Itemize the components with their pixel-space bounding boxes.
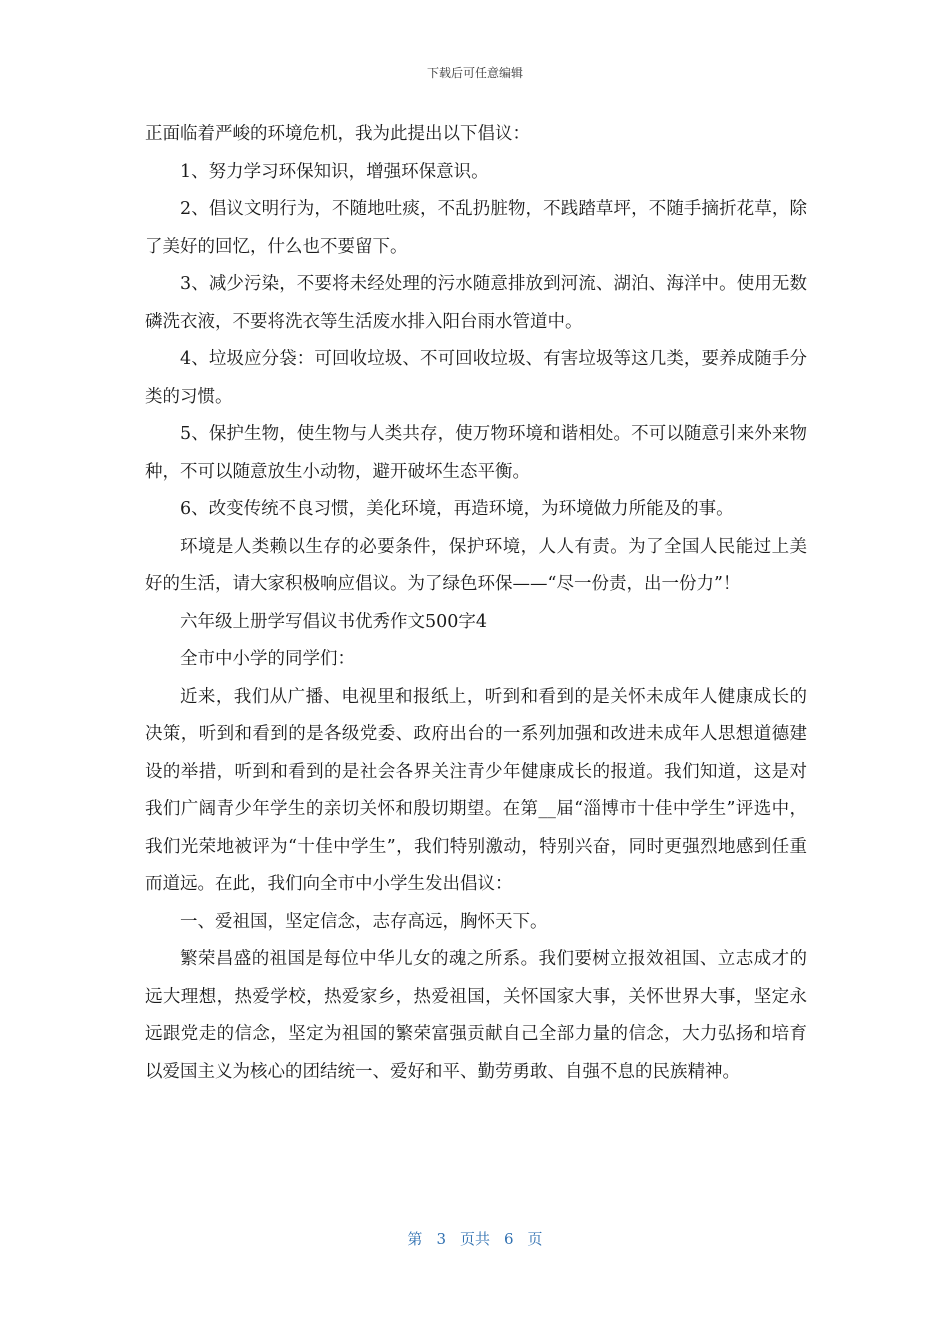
paragraph: 5、保护生物，使生物与人类共存，使万物环境和谐相处。不可以随意引来外来物种，不可以随意放生小动物，避开破坏生态平衡。 bbox=[145, 424, 807, 482]
paragraph: 近来，我们从广播、电视里和报纸上，听到和看到的是关怀未成年人健康成长的决策，听到和看到的是各级党委、政府出台的一系列加强和改进未成年人思想道德建设的举措，听到和看到的是社会各界关注青少年健康成长的报道。我们知道，这是对我们广阔青少年学生的亲切关怀和殷切期望。在第__届“淄博市十佳中学生”评选中，我们光荣地被评为“十佳中学生”，我们特别激动，特别兴奋，同时更强烈地感到任重而道远。在此，我们向全市中小学生发出倡议： bbox=[145, 686, 807, 894]
paragraph: 6、改变传统不良习惯，美化环境，再造环境，为环境做力所能及的事。 bbox=[180, 499, 734, 519]
footer-total-pages: 6 bbox=[504, 1230, 514, 1248]
salutation: 全市中小学的同学们： bbox=[180, 649, 355, 669]
paragraph: 3、减少污染，不要将未经处理的污水随意排放到河流、湖泊、海洋中。使用无数磷洗衣液，不要将洗衣等生活废水排入阳台雨水管道中。 bbox=[145, 274, 807, 332]
footer-suffix: 页 bbox=[527, 1230, 543, 1248]
paragraph: 繁荣昌盛的祖国是每位中华儿女的魂之所系。我们要树立报效祖国、立志成才的远大理想，热爱学校，热爱家乡，热爱祖国，关怀国家大事，关怀世界大事，坚定永远跟党走的信念，坚定为祖国的繁荣富强贡献自己全部力量的信念，大力弘扬和培育以爱国主义为核心的团结统一、爱好和平、勤劳勇敢、自强不息的民族精神。 bbox=[145, 949, 807, 1082]
page-header-note: 下载后可任意编辑 bbox=[426, 66, 523, 80]
paragraph: 1、努力学习环保知识，增强环保意识。 bbox=[180, 161, 489, 182]
footer-prefix: 第 bbox=[407, 1230, 423, 1248]
document-body bbox=[145, 116, 807, 1091]
paragraph: 环境是人类赖以生存的必要条件，保护环境，人人有责。为了全国人民能过上美好的生活，请大家积极响应倡议。为了绿色环保——“尽一份责，出一份力”！ bbox=[145, 536, 807, 594]
paragraph: 2、倡议文明行为，不随地吐痰，不乱扔脏物，不践踏草坪，不随手摘折花草，除了美好的回忆，什么也不要留下。 bbox=[145, 199, 807, 257]
footer-middle: 页共 bbox=[459, 1230, 490, 1248]
paragraph: 4、垃圾应分袋：可回收垃圾、不可回收垃圾、有害垃圾等这几类，要养成随手分类的习惯。 bbox=[145, 349, 807, 407]
paragraph: 正面临着严峻的环境危机，我为此提出以下倡议： bbox=[145, 124, 530, 144]
section-title: 六年级上册学写倡议书优秀作文500字4 bbox=[180, 611, 488, 632]
paragraph: 一、爱祖国，坚定信念，志存高远，胸怀天下。 bbox=[180, 911, 548, 932]
footer-current-page: 3 bbox=[436, 1230, 446, 1248]
page-footer bbox=[0, 1228, 950, 1249]
